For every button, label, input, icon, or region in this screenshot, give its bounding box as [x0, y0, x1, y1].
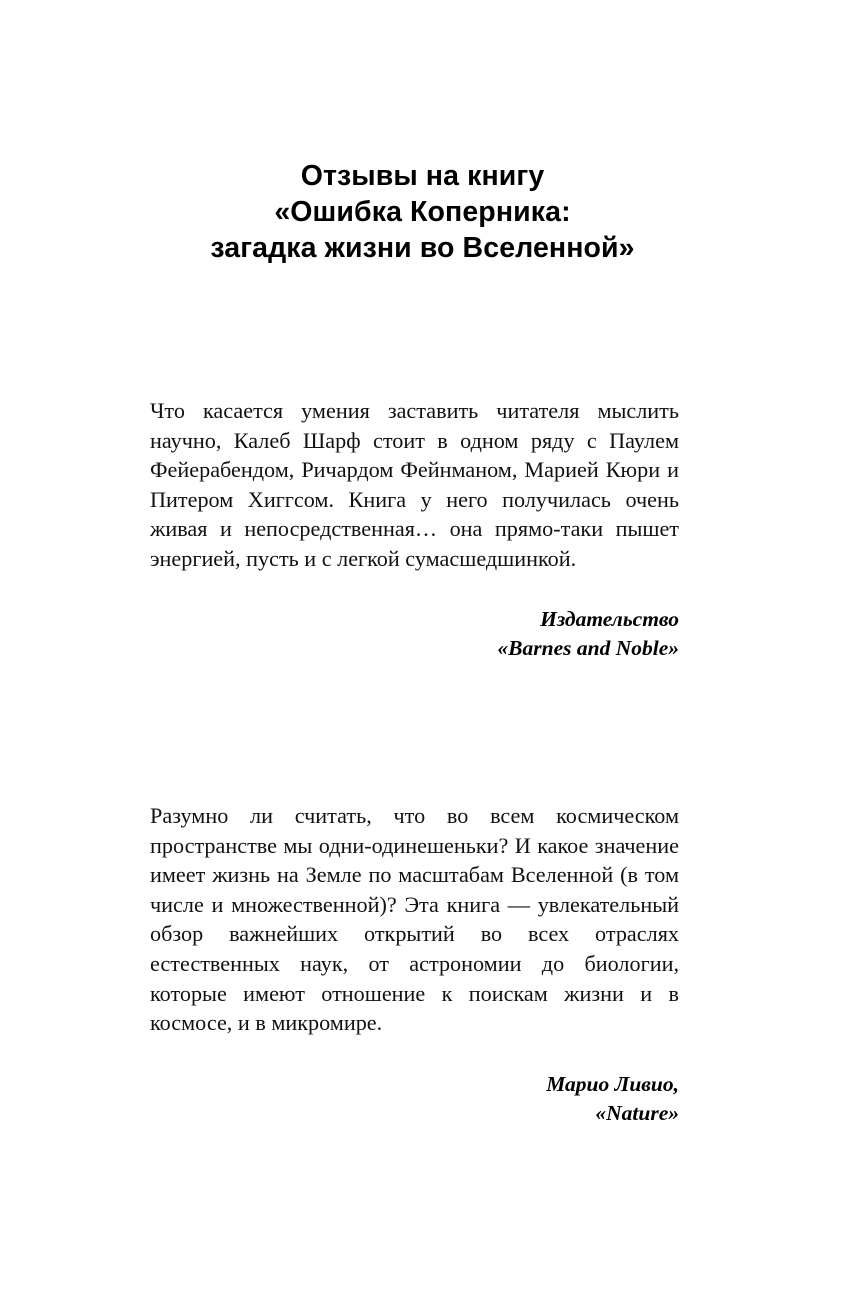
review-attribution-line-1: Марио Ливио, — [546, 1071, 679, 1096]
page-title-line-1: Отзывы на книгу — [300, 160, 545, 192]
review-block-nature — [150, 801, 679, 1129]
review-attribution — [150, 1070, 679, 1129]
review-attribution — [150, 605, 679, 664]
review-attribution-line-2: «Nature» — [595, 1101, 679, 1126]
review-block-barnes-and-noble — [150, 396, 679, 664]
review-attribution-line-1: Издательство — [540, 606, 679, 631]
review-text: Разумно ли считать, что во всем космическом пространстве мы одни-одинешеньки? И какое значение имеет жизнь на Земле по масштабам Вселенной (в том числе и множественной)? Эта книга — увлекательный обзор важнейших открытий во всех отраслях естественных наук, от астрономии до биологии, которые имеют отношение к поискам жизни и в космосе, и в микромире. — [150, 803, 679, 1036]
page-title-line-3: загадка жизни во Вселенной» — [210, 232, 635, 264]
page-title-line-2: «Ошибка Коперника: — [274, 196, 571, 228]
page-title — [0, 158, 845, 266]
review-attribution-line-2: «Barnes and Noble» — [497, 636, 679, 661]
review-text: Что касается умения заставить читателя мыслить научно, Калеб Шарф стоит в одном ряду с Паулем Фейерабендом, Ричардом Фейнманом, Марией Кюри и Питером Хиггсом. Книга у него получилась очень живая и непосредственная… она прямо-таки пышет энергией, пусть и с легкой сумасшедшинкой. — [150, 398, 679, 571]
